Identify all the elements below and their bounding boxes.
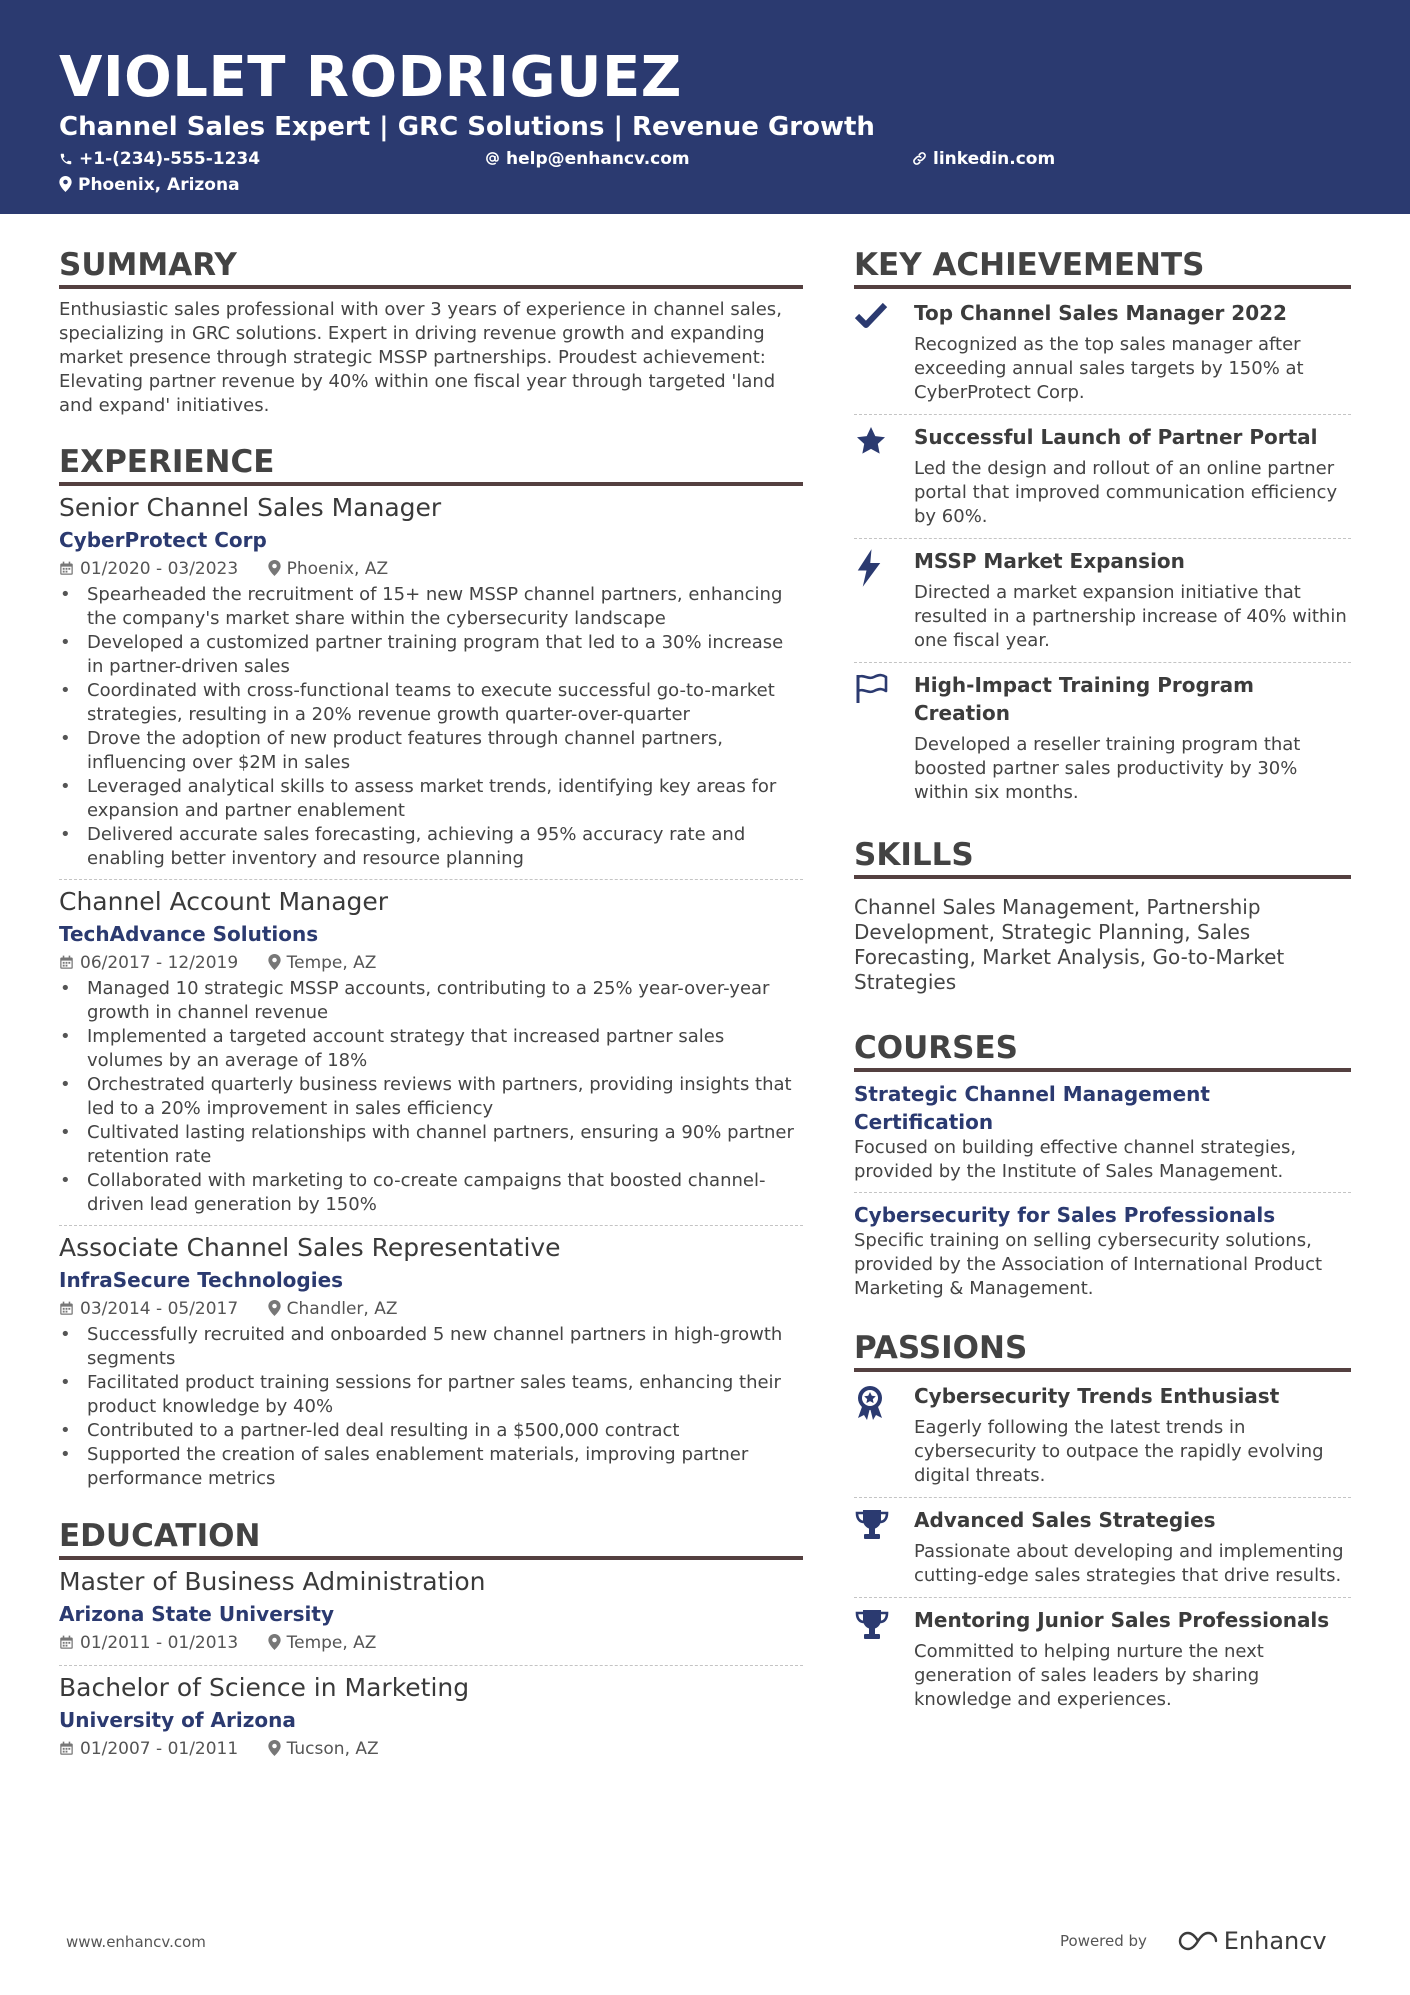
achievement-description: Led the design and rollout of an online partner portal that improved communication efficiency by 60%. — [914, 458, 1338, 527]
passions-heading: PASSIONS — [854, 1329, 1351, 1372]
calendar-icon — [59, 1301, 74, 1316]
skills-text: Channel Sales Management, Partnership Development, Strategic Planning, Sales Forecasting, Market Analysis, Go-to-Market Strategies — [854, 895, 1285, 994]
bullet-item: • Leveraged analytical skills to assess market trends, identifying key areas for expansion and partner enablement — [59, 775, 803, 823]
footer-brand[interactable] — [1060, 1927, 1327, 1955]
flag-icon — [854, 673, 890, 705]
passion-item — [854, 1374, 1351, 1498]
award-ribbon-icon — [854, 1384, 886, 1422]
contact-location — [59, 174, 240, 196]
education-meta — [59, 1632, 803, 1654]
bullet-item: • Implemented a targeted account strategy that increased partner sales volumes by an average of 18% — [59, 1025, 803, 1073]
checkmark-icon — [854, 301, 888, 331]
star-icon — [854, 425, 888, 457]
job-meta — [59, 952, 803, 974]
passion-title: Mentoring Junior Sales Professionals — [914, 1608, 1330, 1632]
education-section — [59, 1517, 803, 1771]
job-bullets — [59, 1323, 803, 1491]
job-bullets — [59, 977, 803, 1217]
education-location: Tucson, AZ — [286, 1739, 379, 1759]
achievement-description: Directed a market expansion initiative that resulted in a partnership increase of 40% within one fiscal year. — [914, 582, 1347, 651]
skills-section — [854, 836, 1351, 995]
education-location: Tempe, AZ — [286, 1633, 377, 1653]
bullet-item: • Collaborated with marketing to co-create campaigns that boosted channel-driven lead generation by 150% — [59, 1169, 803, 1217]
bullet-item: • Orchestrated quarterly business reviews with partners, providing insights that led to a 20% improvement in sales efficiency — [59, 1073, 803, 1121]
calendar-icon — [59, 1741, 74, 1756]
achievement-title: Successful Launch of Partner Portal — [914, 425, 1318, 449]
job-dates: 03/2014 - 05/2017 — [80, 1299, 239, 1319]
achievements-heading: KEY ACHIEVEMENTS — [854, 246, 1351, 289]
phone-text: +1-(234)-555-1234 — [79, 149, 261, 169]
summary-text: Enthusiastic sales professional with over 3 years of experience in channel sales, specializing in GRC solutions. Expert in driving revenue growth and expanding market presence through strategic MSSP partnerships. Proudest achievement: Elevating partner revenue by 40% within one fiscal year through targeted 'land and expand' initiatives. — [59, 299, 782, 416]
job-title: Channel Account Manager — [59, 887, 389, 916]
passion-description: Committed to helping nurture the next generation of sales leaders by sharing knowledge and experiences. — [914, 1641, 1264, 1710]
bullet-item: • Facilitated product training sessions for partner sales teams, enhancing their product knowledge by 40% — [59, 1371, 803, 1419]
company-name[interactable]: InfraSecure Technologies — [59, 1268, 344, 1292]
bullet-item: • Coordinated with cross-functional teams to execute successful go-to-market strategies, resulting in a 20% revenue growth quarter-over-quarter — [59, 679, 803, 727]
footer-website[interactable]: www.enhancv.com — [66, 1933, 206, 1951]
location-pin-icon — [268, 954, 281, 970]
skills-heading: SKILLS — [854, 836, 1351, 879]
calendar-icon — [59, 955, 74, 970]
summary-section — [59, 246, 803, 418]
passion-description: Passionate about developing and implementing cutting-edge sales strategies that drive results. — [914, 1541, 1344, 1586]
job-meta — [59, 1298, 803, 1320]
calendar-icon — [59, 1635, 74, 1650]
experience-section — [59, 443, 803, 1499]
achievement-item — [854, 291, 1351, 415]
location-pin-icon — [268, 560, 281, 576]
location-pin-icon — [59, 176, 72, 192]
lightning-icon — [854, 549, 884, 587]
education-heading: EDUCATION — [59, 1517, 803, 1560]
trophy-icon — [854, 1608, 890, 1642]
bullet-item: • Developed a customized partner training program that led to a 30% increase in partner-driven sales — [59, 631, 803, 679]
contact-linkedin[interactable] — [912, 148, 1055, 170]
job-location: Tempe, AZ — [286, 953, 377, 973]
experience-entry — [59, 880, 803, 1226]
achievement-title: Top Channel Sales Manager 2022 — [914, 301, 1287, 325]
resume-header — [0, 0, 1410, 214]
bullet-item: • Contributed to a partner-led deal resulting in a $500,000 contract — [59, 1419, 803, 1443]
bullet-item: • Spearheaded the recruitment of 15+ new MSSP channel partners, enhancing the company's market share within the cybersecurity landscape — [59, 583, 803, 631]
location-text: Phoenix, Arizona — [78, 175, 240, 195]
degree-title: Master of Business Administration — [59, 1567, 486, 1596]
company-name[interactable]: TechAdvance Solutions — [59, 922, 319, 946]
passion-title: Cybersecurity Trends Enthusiast — [914, 1384, 1280, 1408]
experience-heading: EXPERIENCE — [59, 443, 803, 486]
bullet-item: • Managed 10 strategic MSSP accounts, contributing to a 25% year-over-year growth in channel revenue — [59, 977, 803, 1025]
experience-entry — [59, 1226, 803, 1499]
summary-heading: SUMMARY — [59, 246, 803, 289]
experience-entry — [59, 492, 803, 880]
passions-section — [854, 1329, 1351, 1721]
trophy-icon — [854, 1508, 890, 1542]
achievement-item — [854, 663, 1351, 814]
bullet-item: • Drove the adoption of new product features through channel partners, influencing over $2M in sales — [59, 727, 803, 775]
course-title[interactable]: Cybersecurity for Sales Professionals — [854, 1203, 1276, 1227]
email-text: help@enhancv.com — [506, 149, 690, 169]
bullet-item: • Successfully recruited and onboarded 5 new channel partners in high-growth segments — [59, 1323, 803, 1371]
degree-title: Bachelor of Science in Marketing — [59, 1673, 470, 1702]
enhancv-brand-text: Enhancv — [1223, 1927, 1327, 1955]
powered-by-label: Powered by — [1060, 1932, 1147, 1950]
job-dates: 01/2020 - 03/2023 — [80, 559, 239, 579]
education-dates: 01/2011 - 01/2013 — [80, 1633, 239, 1653]
job-title: Associate Channel Sales Representative — [59, 1233, 561, 1262]
course-title[interactable]: Strategic Channel Management Certification — [854, 1082, 1210, 1134]
contact-phone[interactable] — [59, 148, 260, 170]
location-pin-icon — [268, 1634, 281, 1650]
job-title: Senior Channel Sales Manager — [59, 493, 442, 522]
candidate-name: VIOLET RODRIGUEZ — [59, 45, 682, 110]
course-item — [854, 1078, 1351, 1193]
location-pin-icon — [268, 1300, 281, 1316]
bullet-item: • Supported the creation of sales enablement materials, improving partner performance metrics — [59, 1443, 803, 1491]
location-pin-icon — [268, 1740, 281, 1756]
achievement-title: High-Impact Training Program Creation — [914, 673, 1254, 725]
bullet-item: • Cultivated lasting relationships with channel partners, ensuring a 90% partner retention rate — [59, 1121, 803, 1169]
candidate-title: Channel Sales Expert | GRC Solutions | Revenue Growth — [59, 112, 875, 142]
education-entry — [59, 1566, 803, 1666]
courses-section — [854, 1029, 1351, 1309]
calendar-icon — [59, 561, 74, 576]
linkedin-text: linkedin.com — [933, 149, 1056, 169]
school-name[interactable]: Arizona State University — [59, 1602, 334, 1626]
phone-icon — [59, 152, 73, 166]
education-meta — [59, 1738, 803, 1760]
education-entry — [59, 1666, 803, 1771]
job-location: Phoenix, AZ — [286, 559, 389, 579]
achievement-description: Developed a reseller training program that boosted partner sales productivity by 30% within six months. — [914, 734, 1301, 803]
job-bullets — [59, 583, 803, 871]
course-description: Focused on building effective channel strategies, provided by the Institute of Sales Management. — [854, 1137, 1297, 1182]
at-icon — [485, 151, 500, 166]
company-name[interactable]: CyberProtect Corp — [59, 528, 267, 552]
enhancv-logo-icon — [1176, 1930, 1220, 1952]
passion-item — [854, 1498, 1351, 1598]
courses-heading: COURSES — [854, 1029, 1351, 1072]
achievement-description: Recognized as the top sales manager after exceeding annual sales targets by 150% at CyberProtect Corp. — [914, 334, 1304, 403]
school-name[interactable]: University of Arizona — [59, 1708, 296, 1732]
passion-description: Eagerly following the latest trends in cybersecurity to outpace the rapidly evolving digital threats. — [914, 1417, 1324, 1486]
job-dates: 06/2017 - 12/2019 — [80, 953, 239, 973]
achievement-title: MSSP Market Expansion — [914, 549, 1185, 573]
achievement-item — [854, 415, 1351, 539]
achievements-section — [854, 246, 1351, 814]
link-icon — [912, 151, 927, 166]
education-dates: 01/2007 - 01/2011 — [80, 1739, 239, 1759]
passion-item — [854, 1598, 1351, 1721]
contact-email[interactable] — [485, 148, 690, 170]
job-meta — [59, 558, 803, 580]
left-column — [59, 246, 803, 1771]
bullet-item: • Delivered accurate sales forecasting, achieving a 95% accuracy rate and enabling better inventory and resource planning — [59, 823, 803, 871]
course-item — [854, 1193, 1351, 1309]
job-location: Chandler, AZ — [286, 1299, 398, 1319]
course-description: Specific training on selling cybersecurity solutions, provided by the Association of International Product Marketing & Management. — [854, 1230, 1323, 1299]
right-column — [854, 246, 1351, 1721]
passion-title: Advanced Sales Strategies — [914, 1508, 1216, 1532]
achievement-item — [854, 539, 1351, 663]
